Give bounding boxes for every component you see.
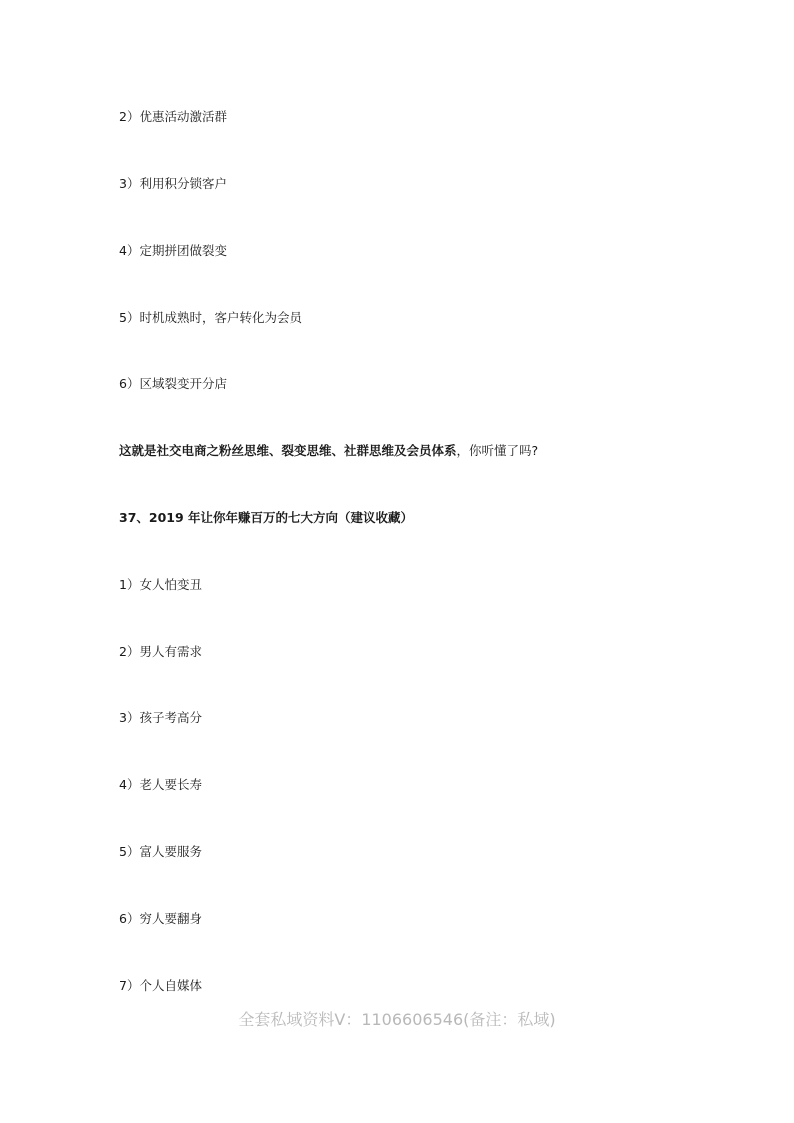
section-heading: 37、2019 年让你年赚百万的七大方向（建议收藏） (119, 510, 414, 525)
list-item: 6）区域裂变开分店 (119, 376, 227, 391)
footer-watermark: 全套私域资料V：1106606546(备注：私域) (238, 1010, 556, 1029)
summary-bold-text: 这就是社交电商之粉丝思维、裂变思维、社群思维及会员体系 (119, 443, 457, 458)
list-item: 4）定期拼团做裂变 (119, 243, 227, 258)
list-item: 2）男人有需求 (119, 644, 202, 659)
list-item: 2）优惠活动激活群 (119, 109, 227, 124)
list-item: 3）利用积分锁客户 (119, 176, 227, 191)
summary-tail-text: ，你听懂了吗? (456, 443, 539, 458)
list-item: 7）个人自媒体 (119, 978, 202, 993)
list-item: 3）孩子考高分 (119, 710, 202, 725)
list-item: 5）富人要服务 (119, 844, 202, 859)
list-item: 1）女人怕变丑 (119, 577, 202, 592)
summary-paragraph (119, 443, 538, 459)
list-item: 5）时机成熟时，客户转化为会员 (119, 310, 302, 325)
list-item: 6）穷人要翻身 (119, 911, 202, 926)
list-item: 4）老人要长寿 (119, 777, 202, 792)
